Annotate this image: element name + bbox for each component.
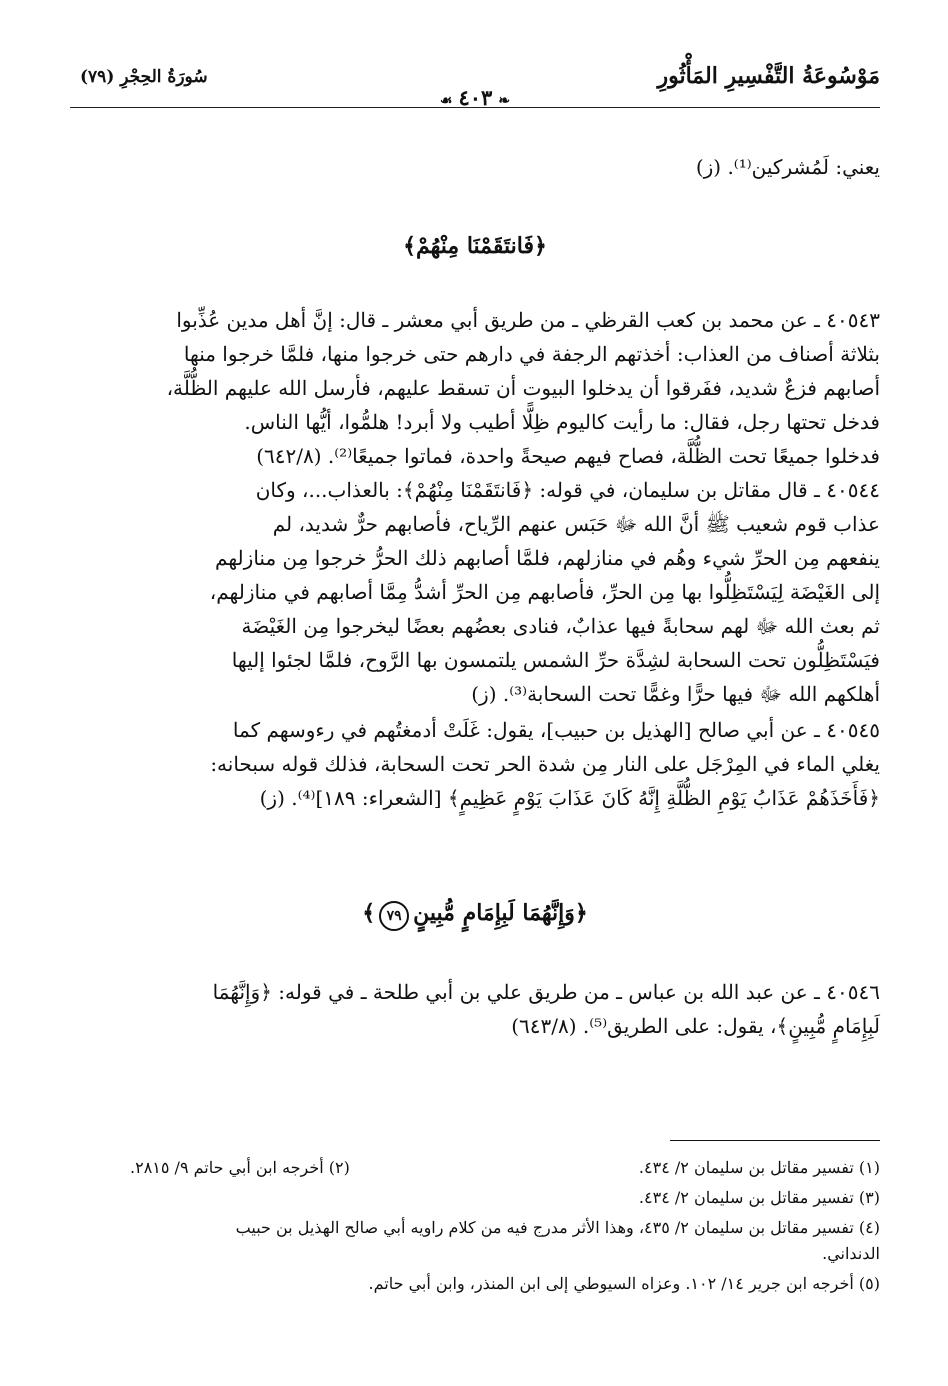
ornament-icon: ☙ — [439, 93, 453, 109]
ayah-number-icon: ٧٩ — [379, 901, 409, 931]
verse-heading-1: ﴿فَانتَقَمْنَا مِنْهُمْ﴾ — [403, 233, 547, 259]
footnote-rule — [670, 1140, 880, 1141]
header-rule — [70, 107, 880, 108]
text-line: ﴿فَأَخَذَهُمْ عَذَابُ يَوْمِ الظُّلَّةِ إِنَّهُ كَانَ عَذَابَ يَوْمٍ عَظِيمٍ﴾ [الشعراء: ١٨٩]⁽⁴⁾. (ز) — [259, 786, 880, 810]
text-line: ينفعهم مِن الحرِّ شيء وهُم في منازلهم، فلمَّا أصابهم ذلك الحرُّ خرجوا مِن منازلهم — [215, 546, 880, 570]
text-line: ٤٠٥٤٤ ـ قال مقاتل بن سليمان، في قوله: ﴿فَانتَقَمْنَا مِنْهُمْ﴾: بالعذاب...، وكان — [255, 478, 880, 502]
book-title: مَوْسُوعَةُ التَّفْسِيرِ المَأْثُورِ — [657, 63, 880, 89]
footnote-1: (١) تفسير مقاتل بن سليمان ٢/ ٤٣٤. — [638, 1158, 880, 1177]
page-number: ❧٤٠٣☙ — [439, 85, 511, 110]
text-line: أهلكهم الله ﷻ فيها حرًّا وغمًّا تحت السحابة⁽³⁾. (ز) — [471, 682, 880, 706]
text-line: فيَسْتَظِلُّون تحت السحابة لشِدَّة حرِّ الشمس يلتمسون بها الرَّوح، فلمَّا لجئوا إليها — [231, 648, 880, 672]
athar-4543 — [70, 303, 880, 473]
ornament-icon: ❧ — [498, 93, 511, 109]
text-line: لَبِإِمَامٍ مُّبِينٍ﴾، يقول: على الطريق⁽⁵⁾. (٦٤٣/٨) — [511, 1014, 880, 1038]
text-line: عذاب قوم شعيب ﷺ أنَّ الله ﷻ حَبَس عنهم الرِّياح، فأصابهم حرٌّ شديد، لم — [272, 512, 880, 536]
footnote-4-cont: الدنداني. — [822, 1244, 880, 1263]
surah-reference: سُورَةُ الحِجْرِ (٧٩) — [80, 67, 208, 87]
text-line: ٤٠٥٤٦ ـ عن عبد الله بن عباس ـ من طريق علي بن أبي طلحة ـ في قوله: ﴿وَإِنَّهُمَا — [212, 980, 880, 1004]
verse-heading-2: ﴿وَإِنَّهُمَا لَبِإِمَامٍ مُّبِينٍ٧٩﴾ — [70, 900, 880, 931]
footnote-5: (٥) أخرجه ابن جرير ١٤/ ١٠٢. وعزاه السيوطي إلى ابن المنذر، وابن أبي حاتم. — [368, 1274, 880, 1293]
text-line: ٤٠٥٤٥ ـ عن أبي صالح [الهذيل بن حبيب]، يقول: غَلَتْ أدمغتُهم في رءوسهم كما — [232, 718, 880, 742]
footnote-3: (٣) تفسير مقاتل بن سليمان ٢/ ٤٣٤. — [638, 1188, 880, 1207]
athar-4544 — [70, 473, 880, 711]
footnote-2: (٢) أخرجه ابن أبي حاتم ٩/ ٢٨١٥. — [130, 1158, 350, 1177]
text-line: ثم بعث الله ﷻ لهم سحابةً فيها عذابٌ، فنادى بعضُهم بعضًا ليخرجوا مِن الغَيْضَة — [241, 614, 880, 638]
text-line: أصابهم فزعٌ شديد، ففَرقوا أن يدخلوا البيوت أن تسقط عليهم، فأرسل الله عليهم الظُّلَّة، — [166, 376, 880, 400]
text-line: فدخل تحتها رجل، فقال: ما رأيت كاليوم ظِلًّا أطيب ولا أبرد! هلمُّوا، أيُّها الناس. — [244, 410, 880, 434]
athar-4546 — [70, 975, 880, 1043]
page-header — [70, 55, 880, 115]
athar-4545 — [70, 713, 880, 815]
text-line: إلى الغَيْضَة لِيَسْتَظِلُّوا بها مِن الحرِّ، فأصابهم مِن الحرِّ أشدُّ مِمَّا أصابهم في منازلهم، — [209, 580, 880, 604]
footnote-4: (٤) تفسير مقاتل بن سليمان ٢/ ٤٣٥، وهذا الأثر مدرج فيه من كلام راويه أبي صالح الهذيل بن حبيب — [235, 1218, 880, 1237]
text-line: بثلاثة أصناف من العذاب: أخذتهم الرجفة في دارهم حتى خرجوا منها، فلمَّا خرجوا منها — [183, 342, 880, 366]
text-line: فدخلوا جميعًا تحت الظُّلَّة، فصاح فيهم صيحةً واحدة، فماتوا جميعًا⁽²⁾. (٦٤٢/٨) — [256, 444, 880, 468]
intro-line: يعني: لَمُشركين⁽¹⁾. (ز) — [695, 155, 880, 179]
text-line: ٤٠٥٤٣ ـ عن محمد بن كعب القرظي ـ من طريق أبي معشر ـ قال: إنَّ أهل مدين عُذِّبوا — [176, 308, 880, 332]
text-line: يغلي الماء في المِرْجَل على النار مِن شدة الحر تحت السحابة، فذلك قوله سبحانه: — [210, 752, 880, 776]
